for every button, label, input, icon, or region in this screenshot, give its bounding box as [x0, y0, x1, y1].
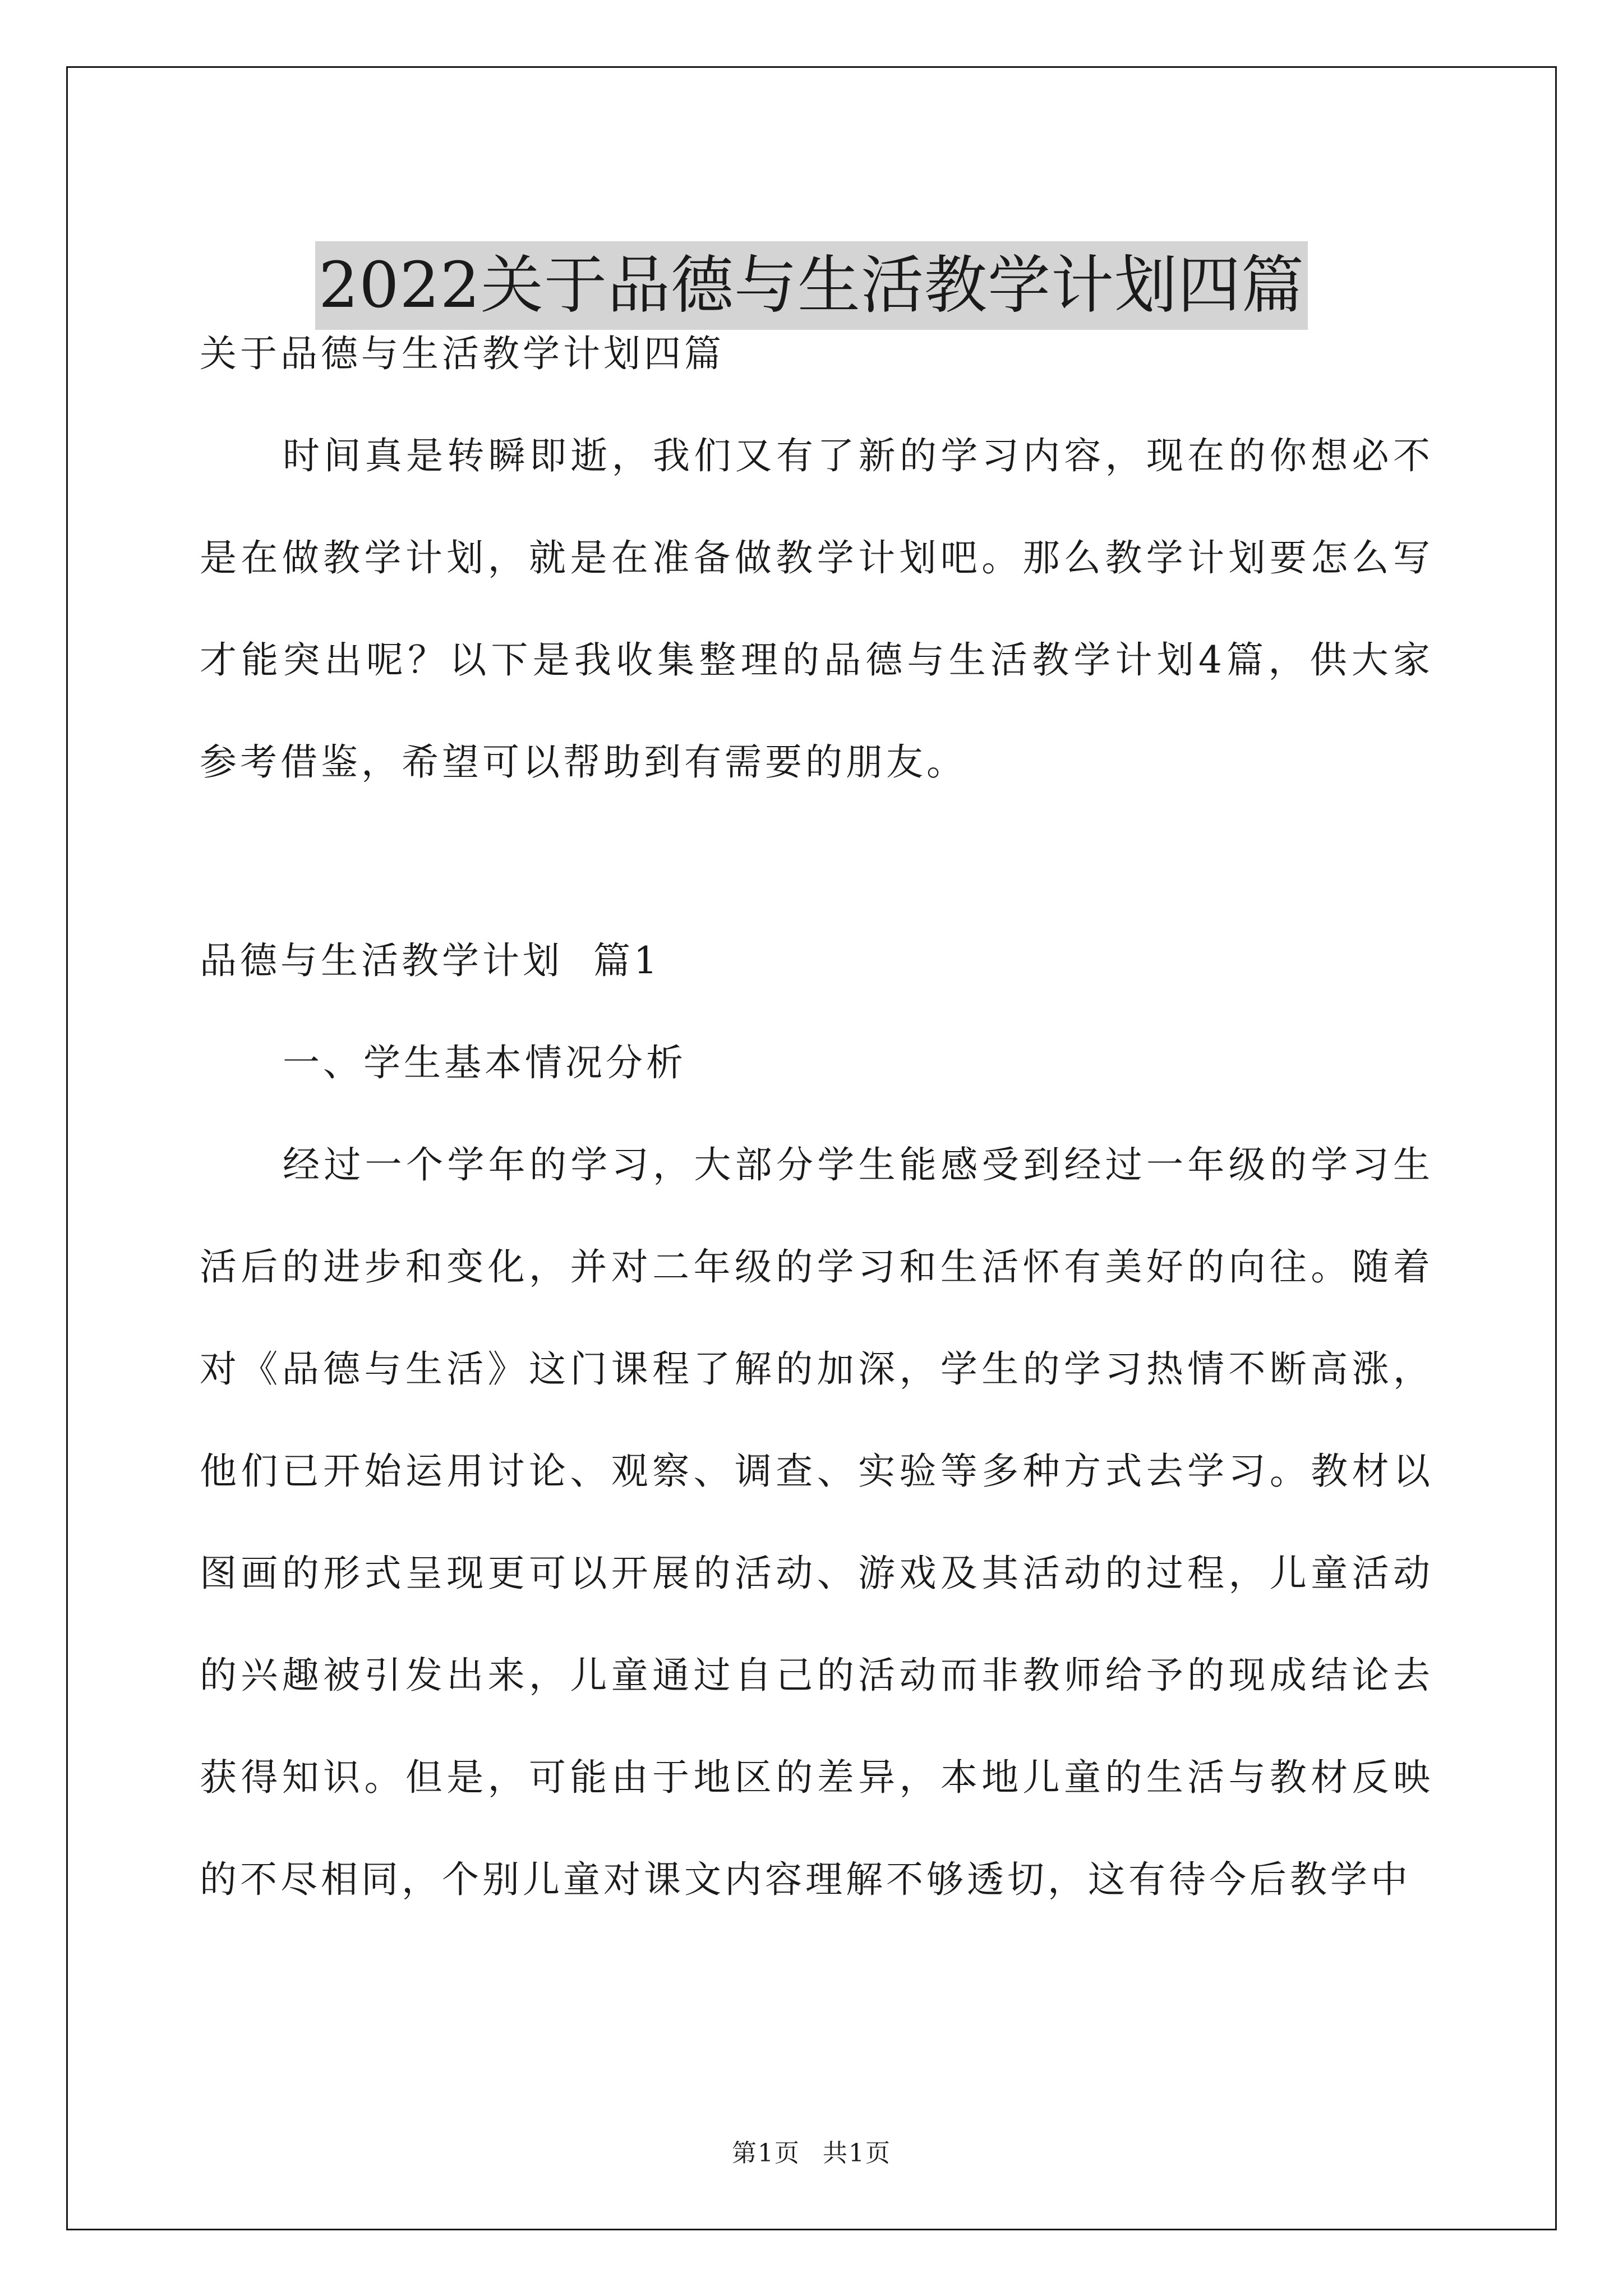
document-content: [200, 303, 1433, 1931]
body-paragraph: 经过一个学年的学习，大部分学生能感受到经过一年级的学习生活后的进步和变化，并对二年级的学习和生活怀有美好的向往。随着对《品德与生活》这门课程了解的加深，学生的学习热情不断高涨，他们已开始运用讨论、观察、调查、实验等多种方式去学习。教材以图画的形式呈现更可以开展的活动、游戏及其活动的过程，儿童活动的兴趣被引发出来，儿童通过自己的活动而非教师给予的现成结论去获得知识。但是，可能由于地区的差异，本地儿童的生活与教材反映的不尽相同，个别儿童对课文内容理解不够透切，这有待今后教学中: [200, 1143, 1433, 1901]
document-title: 2022关于品德与生活教学计划四篇: [315, 241, 1308, 330]
section-heading: 品德与生活教学计划 篇1: [200, 939, 661, 982]
intro-paragraph: 时间真是转瞬即逝，我们又有了新的学习内容，现在的你想必不是在做教学计划，就是在准备做教学计划吧。那么教学计划要怎么写才能突出呢？以下是我收集整理的品德与生活教学计划4篇，供大家参考借鉴，希望可以帮助到有需要的朋友。: [200, 434, 1433, 784]
page-total: 共1页: [823, 2139, 891, 2168]
page-footer: [0, 2133, 1623, 2169]
section-subheading: 一、学生基本情况分析: [283, 1041, 686, 1084]
document-subtitle: 关于品德与生活教学计划四篇: [200, 332, 725, 375]
page-number: 第1页: [732, 2139, 800, 2168]
